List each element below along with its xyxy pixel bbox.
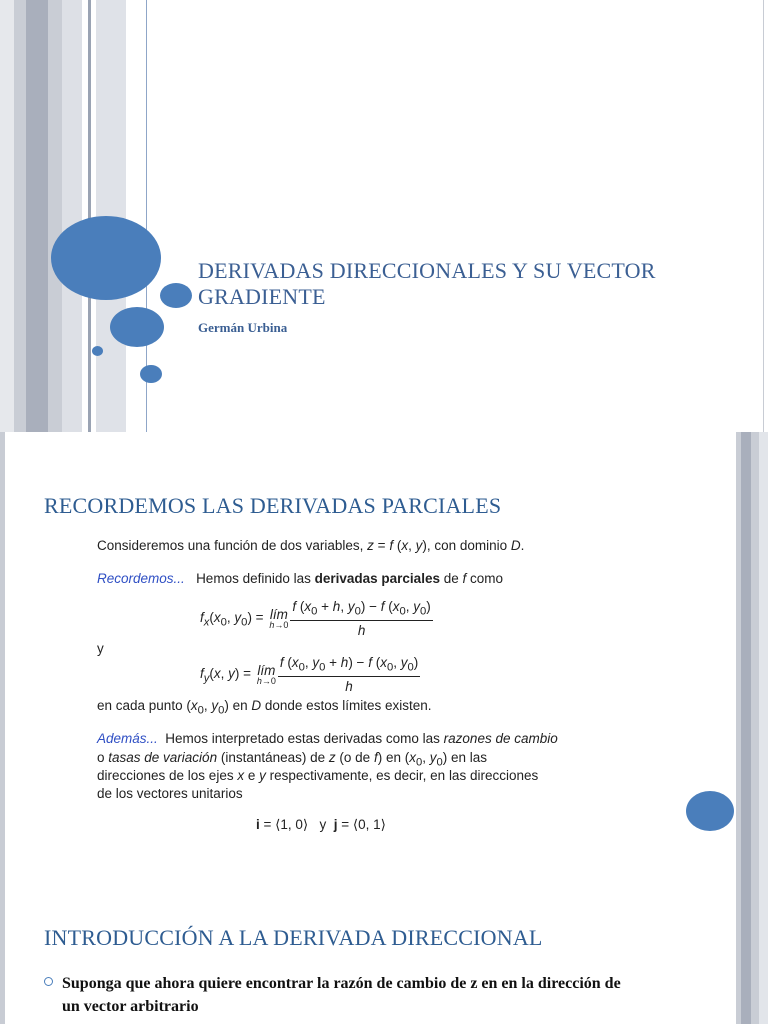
left-stripe-light-2 bbox=[62, 0, 82, 432]
right-stripe-dark bbox=[741, 432, 751, 864]
right-stripe-mid-2 bbox=[751, 864, 759, 1024]
decor-circle-large bbox=[51, 216, 161, 300]
recordemos-label: Recordemos... bbox=[97, 571, 185, 586]
ademas-label: Además... bbox=[97, 731, 158, 746]
decor-circle-small bbox=[160, 283, 192, 308]
decor-circle-tiny bbox=[92, 346, 103, 356]
intro-line: Consideremos una función de dos variables, z = f (x, y), con dominio D. bbox=[97, 538, 525, 553]
bullet-text: Suponga que ahora quiere encontrar la razón de cambio de z en en la dirección de un vector arbitrario bbox=[62, 975, 621, 1015]
bullet-ring-icon bbox=[44, 977, 53, 986]
existence-line: en cada punto ($x_0$, $y_0$) en D donde estos límites existen. bbox=[97, 698, 432, 717]
right-stripe-light bbox=[759, 432, 768, 864]
right-stripe-dark bbox=[741, 864, 751, 1024]
left-stripe-dark bbox=[26, 0, 48, 432]
right-stripe-mid-2 bbox=[751, 432, 759, 864]
decor-circle bbox=[686, 791, 734, 831]
left-stripe-light bbox=[0, 0, 14, 432]
fy-formula: $f_y(x$, y) = lím h→0 $\frac{f (x_0, y_0 + h) - f (x_0, y_0)}{h}$ bbox=[200, 655, 419, 694]
fx-formula: $f_x(x_0$, $y_0$) = lím h→0 $\frac{f (x_0 + h, y_0) - f (x_0, y_0)}{h}$ bbox=[200, 599, 431, 638]
ademas-line-2: o tasas de variación (instantáneas) de z (o de f) en ($x_0$, $y_0$) en las bbox=[97, 750, 488, 769]
left-stripe-mid bbox=[14, 0, 26, 432]
recordemos-line: Recordemos... Hemos definido las derivadas parciales de f como bbox=[97, 571, 504, 586]
ademas-line-4: de los vectores unitarios bbox=[97, 786, 243, 801]
left-stripe-mid-2 bbox=[48, 0, 62, 432]
ademas-line-1: Además... Hemos interpretado estas derivadas como las razones de cambio bbox=[97, 731, 558, 746]
conjunction-y: y bbox=[97, 641, 104, 656]
right-edge-line bbox=[763, 0, 764, 432]
unit-vectors: i = ⟨1, 0⟩ y j = ⟨0, 1⟩ bbox=[256, 817, 386, 832]
right-stripe-light bbox=[759, 864, 768, 1024]
decor-circle-small-2 bbox=[140, 365, 162, 383]
slide-title: DERIVADAS DIRECCIONALES Y SU VECTOR GRADIENTE bbox=[198, 258, 656, 309]
left-edge bbox=[0, 864, 5, 1024]
left-edge bbox=[0, 432, 5, 864]
partial-derivatives-slide bbox=[0, 432, 768, 864]
title-slide bbox=[0, 0, 768, 432]
author-name: Germán Urbina bbox=[198, 320, 288, 335]
directional-derivative-slide bbox=[0, 864, 768, 1024]
slide-heading: INTRODUCCIÓN A LA DERIVADA DIRECCIONAL bbox=[44, 925, 543, 950]
slide-heading: RECORDEMOS LAS DERIVADAS PARCIALES bbox=[44, 493, 502, 518]
left-stripe-line bbox=[88, 0, 91, 432]
decor-circle-medium bbox=[110, 307, 164, 347]
ademas-line-3: direcciones de los ejes x e y respectivamente, es decir, en las direcciones bbox=[97, 768, 539, 783]
